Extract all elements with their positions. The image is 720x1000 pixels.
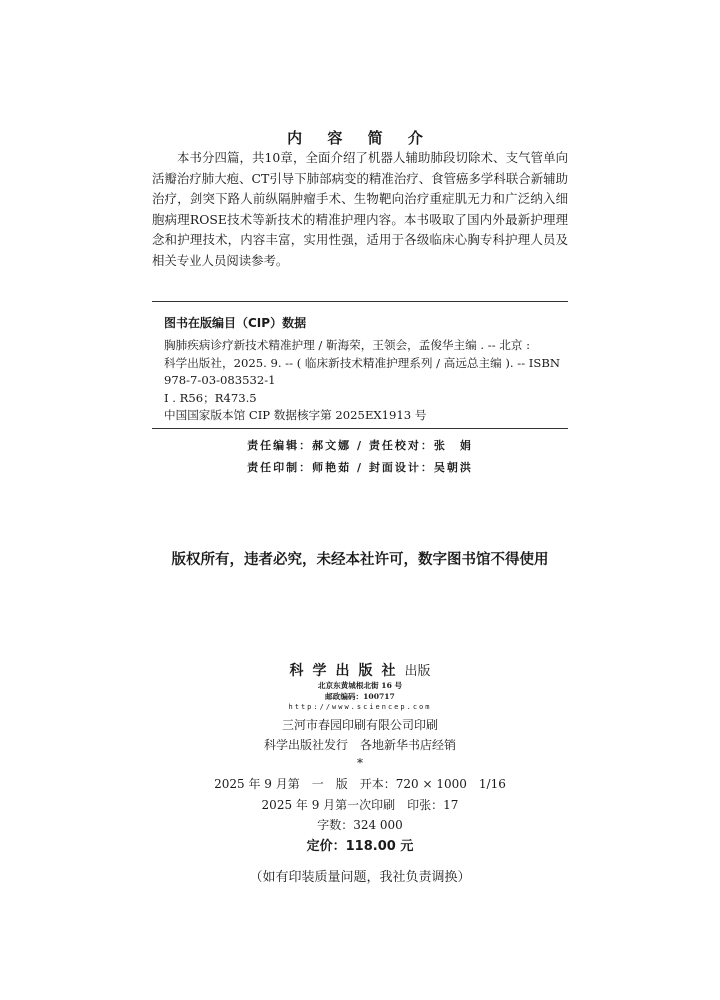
quality-notice: （如有印装质量问题，我社负责调换） bbox=[249, 870, 471, 885]
summary-paragraph: 本书分四篇，共10章，全面介绍了机器人辅助肺段切除术、支气管单向活瓣治疗肺大疱、CT引导下肺部病变的精准治疗、食管癌多学科联合新辅助治疗，剑突下路人前纵隔肿瘤手术、生物靶向治疗重症肌无力和广泛纳入细胞病理ROSE技术等新技术的精准护理内容。本书吸取了国内外最新护理理念和护理技术，内容丰富，实用性强，适用于各级临床心胸专科护理人员及相关专业人员阅读参考。 bbox=[152, 150, 568, 268]
cip-record bbox=[164, 337, 566, 425]
edition-line: 2025 年 9 月第 一 版 开本：720 × 1000 1/16 bbox=[214, 777, 506, 791]
cip-line: 胸肺疾病诊疗新技术精准护理 / 靳海荣，王领会，孟俊华主编 . -- 北京 : bbox=[164, 338, 531, 352]
separator-star: * bbox=[357, 756, 363, 770]
printing-line: 2025 年 9 月第一次印刷 印张：17 bbox=[261, 798, 459, 812]
summary-body bbox=[152, 148, 568, 272]
publisher-suffix: 出版 bbox=[404, 664, 431, 679]
publisher-logo: 科学出版社 bbox=[289, 663, 405, 679]
word-count: 字数：324 000 bbox=[317, 818, 403, 832]
publisher-address: 北京东黄城根北街 16 号 bbox=[317, 681, 403, 690]
publisher-url: http://www.sciencep.com bbox=[288, 703, 432, 711]
cip-top-rule bbox=[152, 301, 568, 302]
distribution: 科学出版社发行 各地新华书店经销 bbox=[263, 738, 456, 752]
printer: 三河市春园印刷有限公司印刷 bbox=[281, 718, 438, 732]
staff-editors: 责任编辑：郝文娜 / 责任校对：张 娟 bbox=[247, 439, 473, 452]
summary-title: 内 容 简 介 bbox=[287, 129, 433, 147]
publisher-line bbox=[0, 660, 720, 680]
cip-heading: 图书在版编目（CIP）数据 bbox=[164, 316, 307, 330]
staff-production: 责任印制：师艳茹 / 封面设计：吴朝洪 bbox=[247, 461, 473, 474]
cip-isbn: 978-7-03-083532-1 bbox=[164, 373, 276, 387]
copyright-notice: 版权所有，违者必究，未经本社许可，数字图书馆不得使用 bbox=[171, 552, 549, 568]
price: 定价：118.00 元 bbox=[306, 839, 414, 854]
cip-record-number: 中国国家版本馆 CIP 数据核字第 2025EX1913 号 bbox=[164, 408, 427, 422]
cip-bottom-rule bbox=[152, 428, 568, 429]
cip-line: 科学出版社，2025. 9. -- ( 临床新技术精准护理系列 / 高远总主编 ). -- ISBN bbox=[164, 355, 560, 370]
cip-classification: Ⅰ . R56；R473.5 bbox=[164, 390, 257, 405]
postal-code: 邮政编码：100717 bbox=[325, 692, 395, 701]
